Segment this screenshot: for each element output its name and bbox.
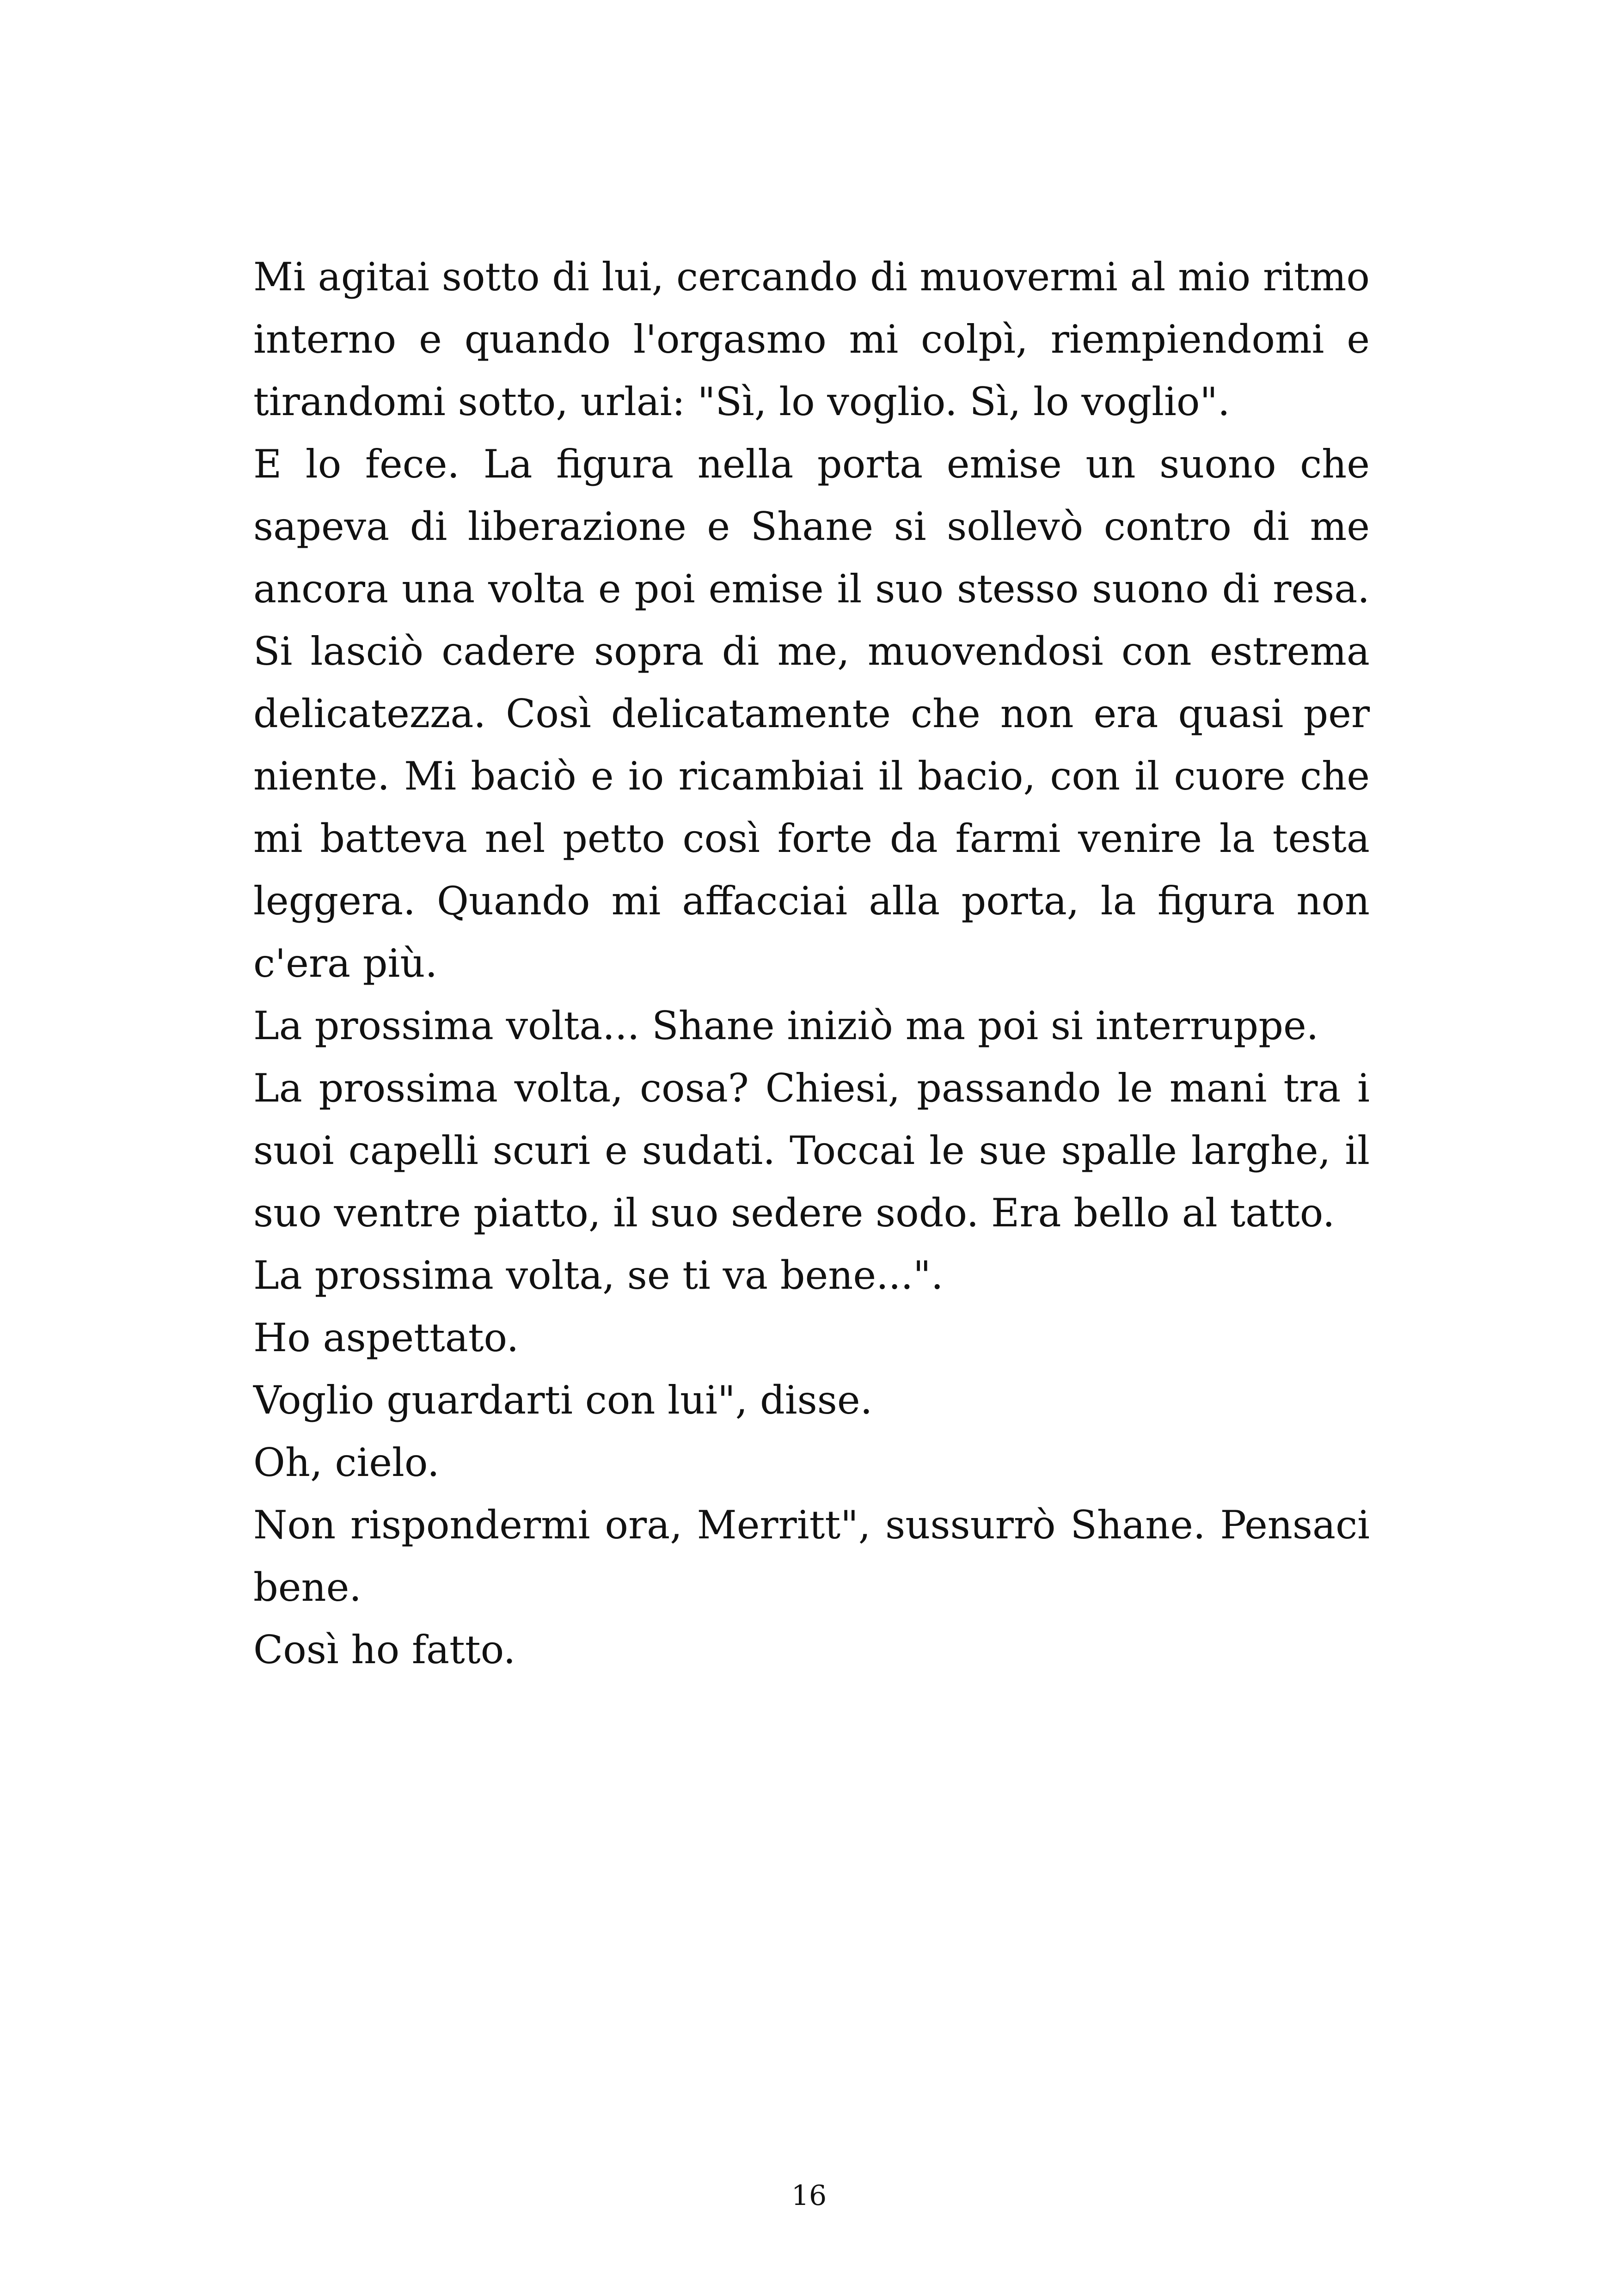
paragraph: E lo fece. La figura nella porta emise un suono che sapeva di liberazione e Shane si sollevò contro di me ancora una volta e poi emise il suo stesso suono di resa. Si lasciò cadere sopra di me, muovendosi con estrema delicatezza. Così delicatamente che non era quasi per niente. Mi baciò e io ricambiai il bacio, con il cuore che mi batteva nel petto così forte da farmi venire la testa leggera. Quando mi affacciai alla porta, la figura non c'era più. xyxy=(253,441,1370,986)
page-number: 16 xyxy=(791,2180,827,2212)
paragraph: Voglio guardarti con lui", disse. xyxy=(253,1378,873,1423)
paragraph: La prossima volta... Shane iniziò ma poi si interruppe. xyxy=(253,1003,1319,1048)
body-text xyxy=(253,246,1370,1681)
paragraph: Oh, cielo. xyxy=(253,1440,440,1485)
paragraph: Non rispondermi ora, Merritt", sussurrò Shane. Pensaci bene. xyxy=(253,1502,1370,1610)
paragraph: La prossima volta, se ti va bene...". xyxy=(253,1253,944,1298)
paragraph: Ho aspettato. xyxy=(253,1315,519,1360)
paragraph: Mi agitai sotto di lui, cercando di muovermi al mio ritmo interno e quando l'orgasmo mi colpì, riempiendomi e tirandomi sotto, urlai: "Sì, lo voglio. Sì, lo voglio". xyxy=(253,254,1370,424)
paragraph: La prossima volta, cosa? Chiesi, passando le mani tra i suoi capelli scuri e sudati. Toccai le sue spalle larghe, il suo ventre piatto, il suo sedere sodo. Era bello al tatto. xyxy=(253,1065,1370,1236)
paragraph: Così ho fatto. xyxy=(253,1627,516,1672)
